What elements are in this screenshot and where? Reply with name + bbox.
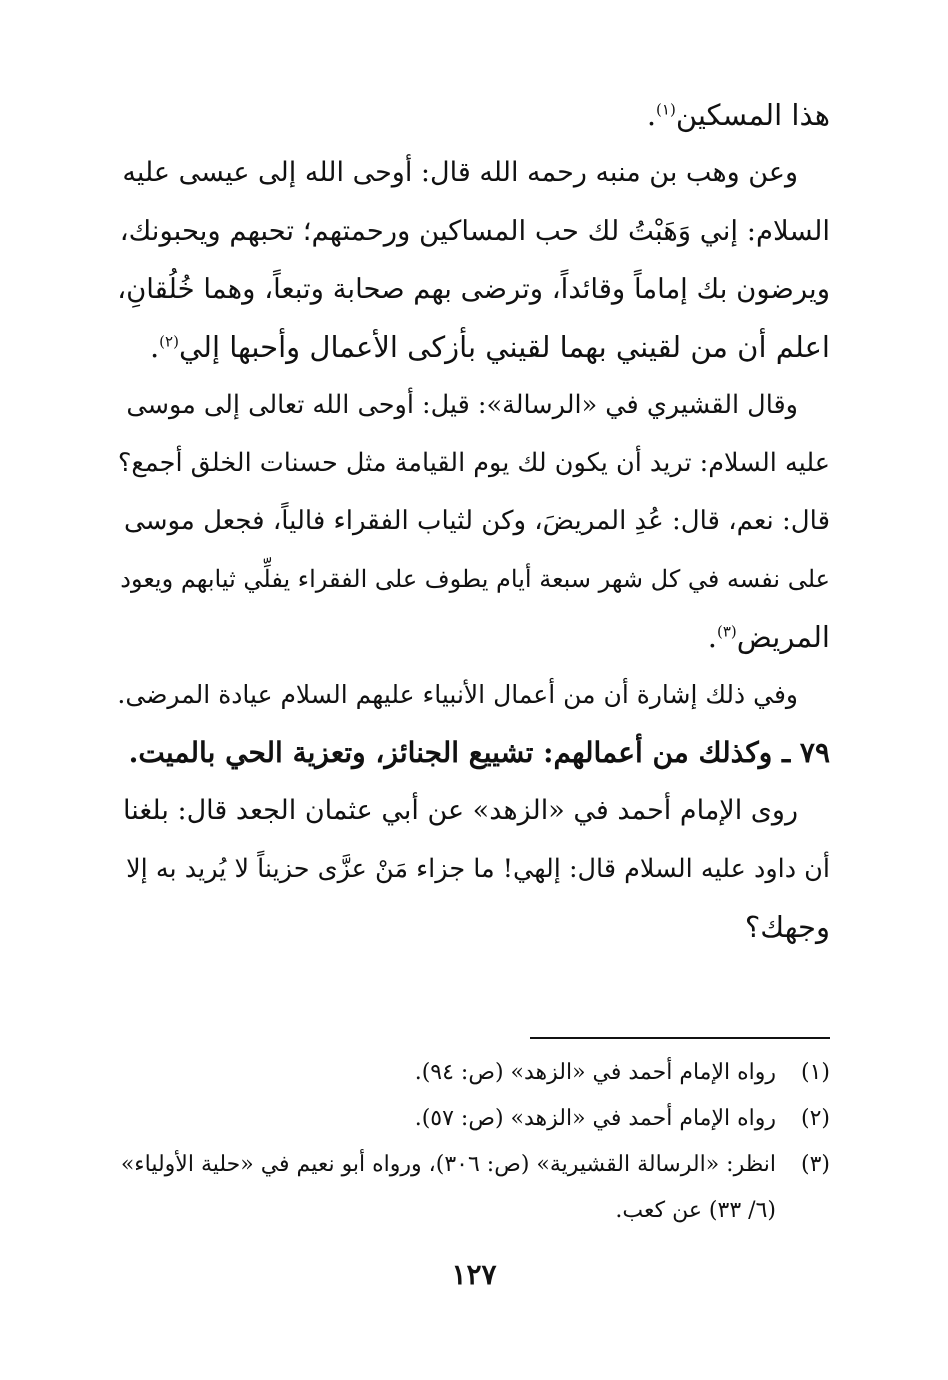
book-page	[118, 0, 830, 1380]
footnote	[118, 1050, 830, 1096]
text-line: ويرضون بك إماماً وقائداً، وترضى بهم صحابة وتبعاً، وهما خُلُقانِ،	[117, 273, 830, 305]
text-line: على نفسه في كل شهر سبعة أيام يطوف على الفقراء يفلِّي ثيابهم ويعود	[120, 565, 830, 593]
text-line: وفي ذلك إشارة أن من أعمال الأنبياء عليهم السلام عيادة المرضى.	[117, 680, 798, 709]
text-line: هذا المسكين$^{(١)}$.	[646, 98, 830, 132]
text-line: المريض$^{(٣)}$.	[707, 620, 830, 654]
footnote-continuation: (٦/ ٣٣) عن كعب.	[615, 1198, 776, 1223]
text-line: قال: نعم، قال: عُدِ المريضَ، وكن لثياب الفقراء فالياً، فجعل موسى	[124, 506, 830, 536]
footnote-separator	[530, 1037, 830, 1039]
footnote-marker: (١)	[656, 100, 676, 119]
text-line: روى الإمام أحمد في «الزهد» عن أبي عثمان الجعد قال: بلغنا	[123, 795, 798, 826]
page-number: ١٢٧	[451, 1258, 497, 1291]
text-line: وجهك؟	[744, 910, 830, 944]
text-line: اعلم أن من لقيني بهما لقيني بأزكى الأعمال وأحبها إلي$^{(٢)}$.	[149, 330, 830, 364]
text-line: أن داود عليه السلام قال: إلهي! ما جزاء مَنْ عزَّى حزيناً لا يُريد به إلا	[126, 854, 830, 884]
text-line: وقال القشيري في «الرسالة»: قيل: أوحى الله تعالى إلى موسى	[126, 390, 798, 420]
footnote-text: رواه الإمام أحمد في «الزهد» (ص: ٩٤).	[414, 1060, 776, 1085]
section-heading: ٧٩ ـ وكذلك من أعمالهم: تشييع الجنائز، وتعزية الحي بالميت.	[128, 736, 830, 769]
main-text	[118, 86, 830, 956]
text-line: وعن وهب بن منبه رحمه الله قال: أوحى الله إلى عيسى عليه	[122, 157, 798, 188]
footnote	[118, 1096, 830, 1142]
footnote-number: (٢)	[800, 1106, 830, 1131]
footnote	[118, 1142, 830, 1188]
footnote-marker: (٢)	[159, 332, 179, 351]
footnote-number: (٣)	[800, 1152, 830, 1177]
footnote-text: رواه الإمام أحمد في «الزهد» (ص: ٥٧).	[414, 1106, 776, 1131]
footnotes	[118, 1050, 830, 1234]
footnote-text: انظر: «الرسالة القشيرية» (ص: ٣٠٦)، ورواه أبو نعيم في «حلية الأولياء»	[120, 1152, 776, 1177]
footnote-marker: (٣)	[716, 622, 737, 641]
text-line: السلام: إني وَهَبْتُ لك حب المساكين ورحمتهم؛ تحبهم ويحبونك،	[119, 215, 830, 247]
footnote-number: (١)	[800, 1060, 830, 1085]
text-line: عليه السلام: تريد أن يكون لك يوم القيامة مثل حسنات الخلق أجمع؟	[117, 448, 830, 478]
